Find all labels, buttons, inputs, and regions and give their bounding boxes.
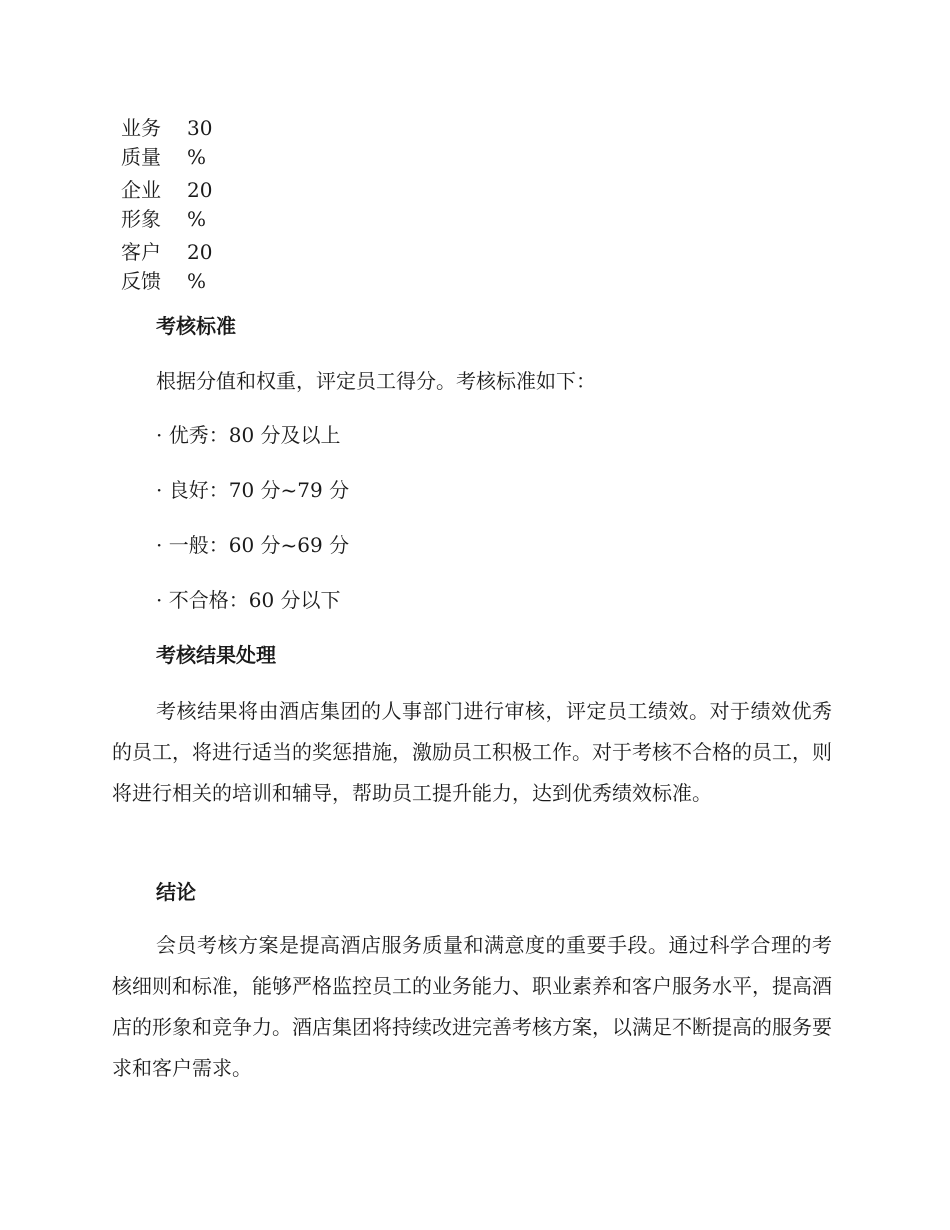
weight-category-line1: 企业 xyxy=(121,178,161,202)
weight-number: 20 xyxy=(187,240,213,264)
weight-number: 30 xyxy=(187,116,213,140)
weight-value xyxy=(187,114,212,172)
weight-row xyxy=(121,114,212,172)
weight-row xyxy=(121,234,212,296)
weight-unit: % xyxy=(187,269,207,293)
criteria-item-average: · 一般：60 分~69 分 xyxy=(156,533,350,557)
weight-value xyxy=(187,234,212,296)
conclusion-paragraph: 会员考核方案是提高酒店服务质量和满意度的重要手段。通过科学合理的考核细则和标准，能够严格监控员工的业务能力、职业素养和客户服务水平，提高酒店的形象和竞争力。酒店集团将持续改进完善考核方案，以满足不断提高的服务要求和客户需求。 xyxy=(112,933,832,1080)
weight-unit: % xyxy=(187,145,207,169)
criteria-item-fail: · 不合格：60 分以下 xyxy=(156,588,341,612)
weight-table xyxy=(121,114,212,296)
criteria-item-good: · 良好：70 分~79 分 xyxy=(156,478,350,502)
criteria-heading: 考核标准 xyxy=(156,314,236,338)
criteria-item-excellent: · 优秀：80 分及以上 xyxy=(156,423,341,447)
weight-category-line2: 形象 xyxy=(121,207,161,231)
weight-number: 20 xyxy=(187,178,213,202)
weight-unit: % xyxy=(187,207,207,231)
results-paragraph: 考核结果将由酒店集团的人事部门进行审核，评定员工绩效。对于绩效优秀的员工，将进行适当的奖惩措施，激励员工积极工作。对于考核不合格的员工，则将进行相关的培训和辅导，帮助员工提升能力，达到优秀绩效标准。 xyxy=(112,699,832,805)
weight-category-line2: 质量 xyxy=(121,145,161,169)
weight-value xyxy=(187,172,212,234)
weight-category-line1: 业务 xyxy=(121,116,161,140)
weight-category-line2: 反馈 xyxy=(121,269,161,293)
conclusion-heading: 结论 xyxy=(156,880,196,904)
weight-row xyxy=(121,172,212,234)
results-heading: 考核结果处理 xyxy=(156,643,276,667)
weight-category xyxy=(121,172,187,234)
weight-category xyxy=(121,114,187,172)
weight-category xyxy=(121,234,187,296)
criteria-intro: 根据分值和权重，评定员工得分。考核标准如下： xyxy=(156,369,596,393)
weight-category-line1: 客户 xyxy=(121,240,161,264)
